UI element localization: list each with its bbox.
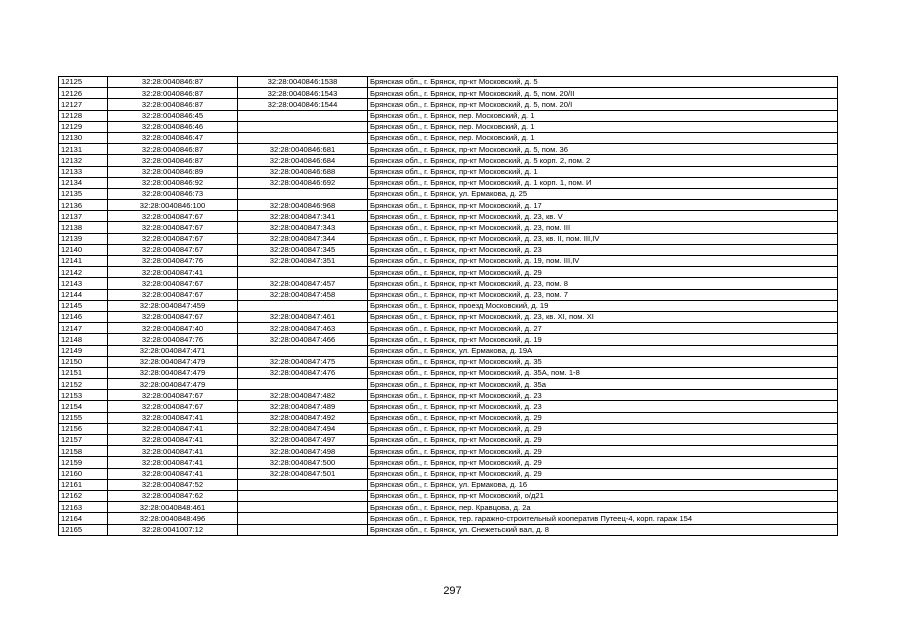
cadastral-block-cell: 32:28:0040847:67 — [108, 211, 238, 222]
cadastral-block-cell: 32:28:0040847:41 — [108, 435, 238, 446]
cadastral-block-cell: 32:28:0040847:67 — [108, 278, 238, 289]
table-row — [59, 177, 838, 188]
table-row — [59, 244, 838, 255]
address-cell: Брянская обл., г. Брянск, пр-кт Московский, д. 29 — [368, 423, 838, 434]
row-number-cell: 12154 — [59, 401, 108, 412]
object-number-cell: 32:28:0040847:498 — [238, 446, 368, 457]
page-number: 297 — [443, 585, 462, 597]
table-row — [59, 490, 838, 501]
table-row — [59, 132, 838, 143]
object-number-cell: 32:28:0040847:457 — [238, 278, 368, 289]
address-cell: Брянская обл., г. Брянск, пр-кт Московский, д. 29 — [368, 267, 838, 278]
cadastral-block-cell: 32:28:0040847:62 — [108, 490, 238, 501]
row-number-cell: 12158 — [59, 446, 108, 457]
object-number-cell — [238, 502, 368, 513]
row-number-cell: 12126 — [59, 88, 108, 99]
row-number-cell: 12150 — [59, 356, 108, 367]
row-number-cell: 12145 — [59, 300, 108, 311]
row-number-cell: 12129 — [59, 121, 108, 132]
table-row — [59, 188, 838, 199]
registry-table — [58, 76, 838, 536]
table-row — [59, 356, 838, 367]
table-row — [59, 256, 838, 267]
cadastral-block-cell: 32:28:0040847:40 — [108, 323, 238, 334]
table-row — [59, 390, 838, 401]
table-row — [59, 267, 838, 278]
row-number-cell: 12152 — [59, 379, 108, 390]
row-number-cell: 12137 — [59, 211, 108, 222]
address-cell: Брянская обл., г. Брянск, пр-кт Московский, д. 29 — [368, 412, 838, 423]
table-row — [59, 423, 838, 434]
row-number-cell: 12130 — [59, 132, 108, 143]
row-number-cell: 12128 — [59, 110, 108, 121]
object-number-cell — [238, 110, 368, 121]
address-cell: Брянская обл., г. Брянск, ул. Ермакова, д. 25 — [368, 188, 838, 199]
row-number-cell: 12133 — [59, 166, 108, 177]
object-number-cell: 32:28:0040847:482 — [238, 390, 368, 401]
table-row — [59, 278, 838, 289]
cadastral-block-cell: 32:28:0040847:67 — [108, 244, 238, 255]
cadastral-block-cell: 32:28:0040847:67 — [108, 222, 238, 233]
address-cell: Брянская обл., г. Брянск, пр-кт Московский, д. 29 — [368, 435, 838, 446]
table-row — [59, 412, 838, 423]
cadastral-block-cell: 32:28:0040847:67 — [108, 233, 238, 244]
cadastral-block-cell: 32:28:0040846:87 — [108, 77, 238, 88]
address-cell: Брянская обл., г. Брянск, пер. Кравцова, д. 2а — [368, 502, 838, 513]
row-number-cell: 12160 — [59, 468, 108, 479]
row-number-cell: 12155 — [59, 412, 108, 423]
table-row — [59, 233, 838, 244]
cadastral-block-cell: 32:28:0040847:479 — [108, 379, 238, 390]
cadastral-block-cell: 32:28:0040847:52 — [108, 479, 238, 490]
table-row — [59, 300, 838, 311]
table-row — [59, 323, 838, 334]
address-cell: Брянская обл., г. Брянск, пр-кт Московский, д. 35 — [368, 356, 838, 367]
row-number-cell: 12143 — [59, 278, 108, 289]
row-number-cell: 12139 — [59, 233, 108, 244]
row-number-cell: 12153 — [59, 390, 108, 401]
address-cell: Брянская обл., г. Брянск, пр-кт Московский, д. 19 — [368, 334, 838, 345]
address-cell: Брянская обл., г. Брянск, пр-кт Московский, д. 1 — [368, 166, 838, 177]
row-number-cell: 12142 — [59, 267, 108, 278]
address-cell: Брянская обл., г. Брянск, пр-кт Московский, д. 29 — [368, 468, 838, 479]
object-number-cell: 32:28:0040846:968 — [238, 200, 368, 211]
table-row — [59, 200, 838, 211]
row-number-cell: 12125 — [59, 77, 108, 88]
table-row — [59, 211, 838, 222]
cadastral-block-cell: 32:28:0040846:45 — [108, 110, 238, 121]
object-number-cell: 32:28:0040847:475 — [238, 356, 368, 367]
cadastral-block-cell: 32:28:0040846:87 — [108, 144, 238, 155]
object-number-cell — [238, 490, 368, 501]
object-number-cell: 32:28:0040846:1538 — [238, 77, 368, 88]
cadastral-block-cell: 32:28:0040847:67 — [108, 311, 238, 322]
table-row — [59, 334, 838, 345]
table-row — [59, 88, 838, 99]
row-number-cell: 12134 — [59, 177, 108, 188]
object-number-cell: 32:28:0040846:688 — [238, 166, 368, 177]
row-number-cell: 12148 — [59, 334, 108, 345]
object-number-cell: 32:28:0040846:1544 — [238, 99, 368, 110]
object-number-cell — [238, 524, 368, 535]
cadastral-block-cell: 32:28:0040846:87 — [108, 99, 238, 110]
row-number-cell: 12146 — [59, 311, 108, 322]
address-cell: Брянская обл., г. Брянск, пер. Московский, д. 1 — [368, 110, 838, 121]
object-number-cell: 32:28:0040847:458 — [238, 289, 368, 300]
table-row — [59, 155, 838, 166]
address-cell: Брянская обл., г. Брянск, пр-кт Московский, д. 23 — [368, 401, 838, 412]
object-number-cell: 32:28:0040847:492 — [238, 412, 368, 423]
cadastral-block-cell: 32:28:0040847:479 — [108, 356, 238, 367]
table-row — [59, 468, 838, 479]
row-number-cell: 12162 — [59, 490, 108, 501]
row-number-cell: 12135 — [59, 188, 108, 199]
object-number-cell: 32:28:0040847:463 — [238, 323, 368, 334]
address-cell: Брянская обл., г. Брянск, пр-кт Московский, д. 23 — [368, 244, 838, 255]
table-row — [59, 311, 838, 322]
object-number-cell — [238, 479, 368, 490]
object-number-cell: 32:28:0040846:692 — [238, 177, 368, 188]
cadastral-block-cell: 32:28:0040846:46 — [108, 121, 238, 132]
table-row — [59, 121, 838, 132]
address-cell: Брянская обл., г. Брянск, пр-кт Московский, о/д21 — [368, 490, 838, 501]
object-number-cell — [238, 513, 368, 524]
object-number-cell: 32:28:0040847:343 — [238, 222, 368, 233]
row-number-cell: 12149 — [59, 345, 108, 356]
address-cell: Брянская обл., г. Брянск, пр-кт Московский, д. 1 корп. 1, пом. И — [368, 177, 838, 188]
row-number-cell: 12131 — [59, 144, 108, 155]
object-number-cell: 32:28:0040847:466 — [238, 334, 368, 345]
address-cell: Брянская обл., г. Брянск, проезд Московский, д. 19 — [368, 300, 838, 311]
address-cell: Брянская обл., г. Брянск, пр-кт Московский, д. 23, пом. III — [368, 222, 838, 233]
cadastral-block-cell: 32:28:0040847:67 — [108, 289, 238, 300]
table-row — [59, 502, 838, 513]
table-row — [59, 99, 838, 110]
address-cell: Брянская обл., г. Брянск, пр-кт Московский, д. 29 — [368, 457, 838, 468]
object-number-cell: 32:28:0040847:494 — [238, 423, 368, 434]
table-row — [59, 345, 838, 356]
object-number-cell — [238, 345, 368, 356]
cadastral-block-cell: 32:28:0040847:41 — [108, 412, 238, 423]
address-cell: Брянская обл., г. Брянск, пр-кт Московский, д. 5 корп. 2, пом. 2 — [368, 155, 838, 166]
cadastral-block-cell: 32:28:0040847:67 — [108, 401, 238, 412]
cadastral-block-cell: 32:28:0040847:41 — [108, 267, 238, 278]
object-number-cell: 32:28:0040847:351 — [238, 256, 368, 267]
object-number-cell — [238, 267, 368, 278]
object-number-cell: 32:28:0040847:500 — [238, 457, 368, 468]
cadastral-block-cell: 32:28:0040847:459 — [108, 300, 238, 311]
table-row — [59, 222, 838, 233]
object-number-cell: 32:28:0040847:476 — [238, 367, 368, 378]
table-row — [59, 166, 838, 177]
cadastral-block-cell: 32:28:0040848:461 — [108, 502, 238, 513]
row-number-cell: 12127 — [59, 99, 108, 110]
row-number-cell: 12144 — [59, 289, 108, 300]
table-row — [59, 289, 838, 300]
table-row — [59, 513, 838, 524]
object-number-cell: 32:28:0040846:1543 — [238, 88, 368, 99]
registry-table-body — [59, 77, 838, 536]
table-row — [59, 401, 838, 412]
object-number-cell — [238, 132, 368, 143]
address-cell: Брянская обл., г. Брянск, ул. Ермакова, д. 19А — [368, 345, 838, 356]
object-number-cell: 32:28:0040846:684 — [238, 155, 368, 166]
row-number-cell: 12159 — [59, 457, 108, 468]
cadastral-block-cell: 32:28:0040848:496 — [108, 513, 238, 524]
address-cell: Брянская обл., г. Брянск, пер. Московский, д. 1 — [368, 121, 838, 132]
row-number-cell: 12132 — [59, 155, 108, 166]
cadastral-block-cell: 32:28:0040847:41 — [108, 457, 238, 468]
table-row — [59, 110, 838, 121]
object-number-cell — [238, 300, 368, 311]
cadastral-block-cell: 32:28:0040846:73 — [108, 188, 238, 199]
object-number-cell: 32:28:0040847:489 — [238, 401, 368, 412]
object-number-cell: 32:28:0040847:341 — [238, 211, 368, 222]
object-number-cell: 32:28:0040847:497 — [238, 435, 368, 446]
address-cell: Брянская обл., г. Брянск, пр-кт Московский, д. 5 — [368, 77, 838, 88]
address-cell: Брянская обл., г. Брянск, пр-кт Московский, д. 27 — [368, 323, 838, 334]
address-cell: Брянская обл., г. Брянск, пр-кт Московский, д. 23, пом. 8 — [368, 278, 838, 289]
cadastral-block-cell: 32:28:0041007:12 — [108, 524, 238, 535]
object-number-cell — [238, 188, 368, 199]
address-cell: Брянская обл., г. Брянск, пр-кт Московский, д. 17 — [368, 200, 838, 211]
row-number-cell: 12147 — [59, 323, 108, 334]
address-cell: Брянская обл., г. Брянск, пер. Московский, д. 1 — [368, 132, 838, 143]
object-number-cell: 32:28:0040847:461 — [238, 311, 368, 322]
table-row — [59, 379, 838, 390]
address-cell: Брянская обл., г. Брянск, пр-кт Московский, д. 35а — [368, 379, 838, 390]
table-row — [59, 144, 838, 155]
cadastral-block-cell: 32:28:0040847:67 — [108, 390, 238, 401]
address-cell: Брянская обл., г. Брянск, пр-кт Московский, д. 5, пом. 20/I — [368, 99, 838, 110]
row-number-cell: 12164 — [59, 513, 108, 524]
cadastral-block-cell: 32:28:0040846:87 — [108, 155, 238, 166]
address-cell: Брянская обл., г. Брянск, пр-кт Московский, д. 19, пом. III,IV — [368, 256, 838, 267]
cadastral-block-cell: 32:28:0040847:76 — [108, 334, 238, 345]
cadastral-block-cell: 32:28:0040846:87 — [108, 88, 238, 99]
cadastral-block-cell: 32:28:0040846:89 — [108, 166, 238, 177]
address-cell: Брянская обл., г. Брянск, пр-кт Московский, д. 5, пом. 20/II — [368, 88, 838, 99]
table-row — [59, 435, 838, 446]
cadastral-block-cell: 32:28:0040847:41 — [108, 446, 238, 457]
table-row — [59, 367, 838, 378]
row-number-cell: 12138 — [59, 222, 108, 233]
row-number-cell: 12156 — [59, 423, 108, 434]
row-number-cell: 12157 — [59, 435, 108, 446]
address-cell: Брянская обл., г. Брянск, ул. Снежетьский вал, д. 8 — [368, 524, 838, 535]
object-number-cell: 32:28:0040847:344 — [238, 233, 368, 244]
address-cell: Брянская обл., г. Брянск, пр-кт Московский, д. 5, пом. 36 — [368, 144, 838, 155]
row-number-cell: 12163 — [59, 502, 108, 513]
table-row — [59, 77, 838, 88]
cadastral-block-cell: 32:28:0040846:92 — [108, 177, 238, 188]
address-cell: Брянская обл., г. Брянск, ул. Ермакова, д. 16 — [368, 479, 838, 490]
object-number-cell — [238, 379, 368, 390]
object-number-cell — [238, 121, 368, 132]
address-cell: Брянская обл., г. Брянск, тер. гаражно-строительный кооператив Путеец-4, корп. гараж 154 — [368, 513, 838, 524]
row-number-cell: 12165 — [59, 524, 108, 535]
address-cell: Брянская обл., г. Брянск, пр-кт Московский, д. 23, кв. V — [368, 211, 838, 222]
row-number-cell: 12140 — [59, 244, 108, 255]
address-cell: Брянская обл., г. Брянск, пр-кт Московский, д. 23 — [368, 390, 838, 401]
cadastral-block-cell: 32:28:0040847:76 — [108, 256, 238, 267]
address-cell: Брянская обл., г. Брянск, пр-кт Московский, д. 23, пом. 7 — [368, 289, 838, 300]
cadastral-block-cell: 32:28:0040847:41 — [108, 468, 238, 479]
row-number-cell: 12136 — [59, 200, 108, 211]
address-cell: Брянская обл., г. Брянск, пр-кт Московский, д. 23, кв. II, пом. III,IV — [368, 233, 838, 244]
address-cell: Брянская обл., г. Брянск, пр-кт Московский, д. 23, кв. XI, пом. XI — [368, 311, 838, 322]
table-row — [59, 457, 838, 468]
row-number-cell: 12141 — [59, 256, 108, 267]
cadastral-block-cell: 32:28:0040846:47 — [108, 132, 238, 143]
cadastral-block-cell: 32:28:0040847:471 — [108, 345, 238, 356]
table-row — [59, 446, 838, 457]
address-cell: Брянская обл., г. Брянск, пр-кт Московский, д. 29 — [368, 446, 838, 457]
cadastral-block-cell: 32:28:0040847:41 — [108, 423, 238, 434]
object-number-cell: 32:28:0040846:681 — [238, 144, 368, 155]
row-number-cell: 12161 — [59, 479, 108, 490]
object-number-cell: 32:28:0040847:345 — [238, 244, 368, 255]
table-row — [59, 524, 838, 535]
object-number-cell: 32:28:0040847:501 — [238, 468, 368, 479]
row-number-cell: 12151 — [59, 367, 108, 378]
cadastral-block-cell: 32:28:0040847:479 — [108, 367, 238, 378]
address-cell: Брянская обл., г. Брянск, пр-кт Московский, д. 35А, пом. 1-8 — [368, 367, 838, 378]
cadastral-block-cell: 32:28:0040846:100 — [108, 200, 238, 211]
table-row — [59, 479, 838, 490]
